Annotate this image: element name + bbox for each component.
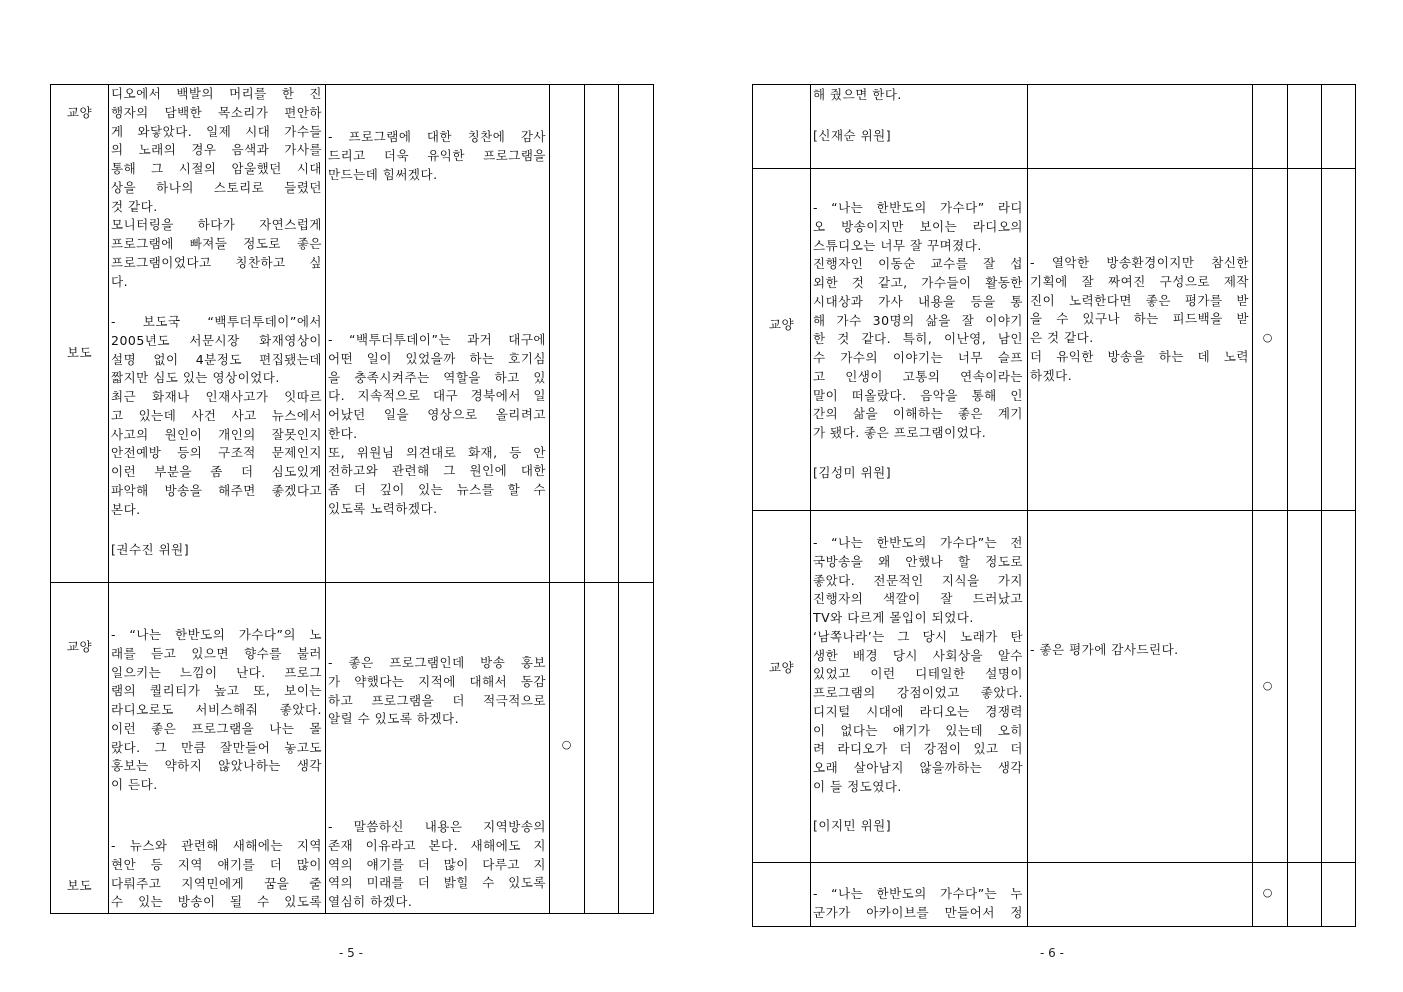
- category-cell: [50, 84, 109, 583]
- text-line: 가 됐다. 좋은 프로그램이었다.: [813, 425, 987, 440]
- text-line: 있도록 노력하겠다.: [328, 500, 438, 516]
- text-line: 가 약했다는 지적에 대해서 동감: [328, 673, 546, 689]
- text-line: ‘남쪽나라’는 그 당시 노래가 탄: [813, 628, 1023, 644]
- text-line: 이 든다.: [111, 777, 158, 792]
- category-cell: [752, 862, 811, 927]
- text-line: 설명 없이 4분정도 편집됐는데: [111, 351, 322, 367]
- text-line: 간의 삶을 이해하는 좋은 계기: [813, 406, 1023, 422]
- text-line: 고 인생이 고통의 연속이라는: [813, 368, 1023, 384]
- text-line: 행자의 담백한 목소리가 편안하: [111, 104, 322, 120]
- category-label: 보도: [66, 878, 93, 893]
- check-cell: [618, 84, 654, 583]
- text-line: 국방송을 왜 안했나 할 정도로: [813, 553, 1023, 569]
- text-line: 하고 프로그램을 더 적극적으로: [328, 692, 546, 708]
- text-line: 생한 배경 당시 사회상을 알수: [813, 647, 1023, 663]
- category-label: 교양: [768, 317, 795, 332]
- category-cell: [752, 168, 811, 511]
- text-line: 모니터링을 하다가 자연스럽게: [111, 217, 322, 233]
- text-line: 려 라디오가 더 강점이 있고 더: [813, 741, 1023, 757]
- text-line: 이 없다는 얘기가 있는데 오히: [813, 722, 1023, 738]
- opinion-text: [111, 313, 322, 519]
- check-cell: [618, 582, 654, 914]
- text-line: 드리고 더욱 유익한 프로그램을: [328, 147, 546, 163]
- check-cell: [1287, 168, 1322, 511]
- opinion-text: [111, 837, 322, 912]
- text-line: 프로그램이었다고 칭찬하고 싶: [111, 254, 322, 270]
- text-line: 말이 떠올랐다. 음악을 통해 인: [813, 387, 1023, 403]
- text-line: 것 같다.: [111, 198, 158, 214]
- member-signature: [813, 464, 1023, 483]
- text-line: - 뉴스와 관련해 새해에는 지역: [111, 838, 322, 853]
- text-line: 알릴 수 있도록 하겠다.: [328, 711, 460, 727]
- opinion-text: [111, 626, 322, 795]
- text-line: 또, 위원님 의견대로 화재, 등 안: [328, 444, 546, 460]
- check-mark: ○: [1262, 886, 1273, 899]
- text-line: 오 방송이지만 보이는 라디오의: [813, 218, 1023, 234]
- text-line: 사고의 원인이 개인의 잘못인지: [111, 426, 322, 442]
- text-line: 역의 미래를 더 밝힐 수 있도록: [328, 875, 546, 891]
- opinion-text: [111, 85, 322, 291]
- text-line: 전하고와 관련해 그 원인에 대한: [328, 463, 546, 479]
- check-cell: [1287, 510, 1322, 863]
- text-line: 진행자인 이동순 교수를 잘 섭: [813, 256, 1023, 272]
- text-line: 외한 것 같고, 가수들이 활동한: [813, 275, 1023, 290]
- check-cell: [1287, 84, 1322, 169]
- text-line: 라디오로도 서비스해줘 좋았다.: [111, 702, 322, 717]
- text-line: 게 와닿았다. 일제 시대 가수들: [111, 123, 322, 139]
- text-line: 존재 이유라고 본다. 새해에도 지: [328, 837, 546, 853]
- text-line: [이지민 위원]: [813, 818, 892, 833]
- text-line: 일으키는 느낌이 난다. 프로그: [111, 664, 322, 680]
- text-line: 시대상과 가사 내용을 등을 통: [813, 293, 1023, 309]
- category-label: 보도: [66, 345, 93, 360]
- text-line: 은 것 같다.: [1030, 330, 1094, 345]
- text-line: 램의 퀄리티가 높고 또, 보이는: [111, 683, 322, 699]
- text-line: 오래 살아남지 않을까하는 생각: [813, 760, 1023, 775]
- opinion-text: [813, 199, 1023, 443]
- check-cell: [1321, 84, 1356, 169]
- text-line: - 좋은 평가에 감사드린다.: [1030, 642, 1179, 657]
- text-line: 다. 지속적으로 대구 경북에서 일: [328, 388, 546, 404]
- opinion-text: [813, 86, 1023, 105]
- text-line: [김성미 위원]: [813, 465, 892, 480]
- text-line: 하겠다.: [1030, 367, 1073, 383]
- text-line: 통해 그 시절의 암울했던 시대: [111, 161, 322, 176]
- text-line: 홍보는 약하지 않았나하는 생각: [111, 758, 322, 774]
- check-mark: ○: [561, 738, 572, 751]
- text-line: 만드는데 힘써겠다.: [328, 166, 438, 182]
- text-line: - “나는 한반도의 가수다”는 전: [813, 535, 1023, 550]
- text-line: TV와 다르게 몰입이 되었다.: [813, 610, 974, 625]
- text-line: 본다.: [111, 501, 141, 517]
- text-line: - 열악한 방송환경이지만 참신한: [1030, 255, 1249, 270]
- text-line: 파악해 방송을 해주면 좋겠다고: [111, 482, 322, 498]
- response-text: [1030, 641, 1249, 660]
- check-cell: [584, 84, 619, 583]
- text-line: [권수진 위원]: [111, 542, 190, 557]
- text-line: 군가가 아카이브를 만들어서 정: [813, 904, 1023, 920]
- category-cell: [50, 582, 109, 914]
- response-text: [328, 818, 546, 912]
- text-line: 현안 등 지역 얘기를 더 많이: [111, 856, 322, 872]
- text-line: 진행자의 색깔이 잘 드러났고: [813, 591, 1023, 607]
- text-line: 해 줬으면 한다.: [813, 87, 902, 102]
- member-signature: [813, 817, 1023, 836]
- text-line: 을 충족시켜주는 역할을 하고 있: [328, 369, 546, 385]
- text-line: 기획에 잘 짜여진 구성으로 제작: [1030, 273, 1249, 289]
- text-line: 열심히 하겠다.: [328, 894, 413, 909]
- text-line: - 보도국 “백투더투데이”에서: [111, 314, 322, 329]
- text-line: - 프로그램에 대한 칭찬에 감사: [328, 129, 546, 144]
- check-cell: [549, 84, 585, 583]
- opinion-text: [813, 534, 1023, 797]
- text-line: 이 들 정도였다.: [813, 778, 902, 794]
- response-text: [328, 128, 546, 184]
- text-line: 이런 좋은 프로그램을 나는 몰: [111, 720, 322, 736]
- check-cell: [1321, 168, 1356, 511]
- check-cell: [1287, 862, 1322, 927]
- category-cell: [752, 510, 811, 863]
- text-line: 의 노래의 경우 음색과 가사를: [111, 142, 322, 158]
- text-line: - “백투더투데이”는 과거 대구에: [328, 332, 546, 347]
- text-line: - 말씀하신 내용은 지역방송의: [328, 819, 546, 834]
- text-line: 프로그램에 빠져들 정도로 좋은: [111, 236, 322, 251]
- page-5: [0, 0, 701, 992]
- text-line: 최근 화재나 인재사고가 잇따르: [111, 389, 322, 404]
- text-line: 래를 듣고 있으면 향수를 불러: [111, 645, 322, 661]
- text-line: 다뤄주고 지역민에게 꿈을 줄: [111, 875, 322, 891]
- text-line: 고 있는데 사건 사고 뉴스에서: [111, 407, 322, 423]
- check-cell: [584, 582, 619, 914]
- text-line: - “나는 한반도의 가수다”는 누: [813, 886, 1023, 901]
- text-line: 디지털 시대에 라디오는 경쟁력: [813, 703, 1023, 719]
- check-mark: ○: [1262, 331, 1273, 344]
- response-cell: [1027, 510, 1253, 863]
- text-line: 해 가수 30명의 삶을 잘 이야기: [813, 312, 1023, 328]
- check-cell: [1321, 510, 1356, 863]
- text-line: [신재순 위원]: [813, 128, 892, 143]
- text-line: 스튜디오는 너무 잘 꾸며졌다.: [813, 237, 982, 253]
- response-text: [328, 654, 546, 729]
- response-cell: [1027, 862, 1253, 927]
- response-text: [1030, 254, 1249, 385]
- text-line: 수 가수의 이야기는 너무 슬프: [813, 350, 1023, 365]
- opinion-text: [813, 885, 1023, 923]
- category-cell: [752, 84, 811, 169]
- text-line: 어떤 일이 있었을까 하는 호기심: [328, 350, 546, 366]
- text-line: 역의 얘기를 더 많이 다루고 지: [328, 856, 546, 872]
- member-signature: [813, 127, 1023, 146]
- check-cell: [1252, 84, 1288, 169]
- text-line: 더 유익한 방송을 하는 데 노력: [1030, 348, 1249, 364]
- page-number: - 6 -: [1040, 946, 1064, 960]
- text-line: 한 것 같다. 특히, 이난영, 남인: [813, 331, 1023, 347]
- text-line: 랐다. 그 만큼 잘만들어 놓고도: [111, 739, 322, 755]
- text-line: 2005년도 서문시장 화재영상이: [111, 332, 322, 348]
- category-label: 교양: [66, 639, 93, 654]
- text-line: 좀 더 깊이 있는 뉴스를 할 수: [328, 482, 546, 497]
- text-line: 짧지만 심도 있는 영상이었다.: [111, 370, 280, 386]
- text-line: 있었고 이런 디테일한 설명이: [813, 666, 1023, 682]
- text-line: 진이 노력한다면 좋은 평가를 받: [1030, 292, 1249, 308]
- response-text: [328, 331, 546, 519]
- text-line: 안전예방 등의 구조적 문제인지: [111, 445, 322, 461]
- category-label: 교양: [66, 105, 93, 120]
- text-line: 수 있는 방송이 될 수 있도록: [111, 894, 322, 910]
- text-line: 상을 하나의 스토리로 들렸던: [111, 179, 322, 195]
- text-line: 이런 부분을 좀 더 심도있게: [111, 464, 322, 479]
- page-number: - 5 -: [339, 946, 363, 960]
- text-line: 프로그램의 강점이었고 좋았다.: [813, 685, 1023, 700]
- text-line: - “나는 한반도의 가수다”의 노: [111, 627, 322, 642]
- text-line: 한다.: [328, 425, 358, 441]
- text-line: 다.: [111, 273, 129, 289]
- text-line: - “나는 한반도의 가수다” 라디: [813, 200, 1023, 215]
- text-line: 을 수 있구나 하는 피드백을 받: [1030, 311, 1249, 327]
- text-line: 좋았다. 전문적인 지식을 가지: [813, 572, 1023, 588]
- text-line: 디오에서 백발의 머리를 한 진: [111, 86, 322, 101]
- page-6: [701, 0, 1403, 992]
- check-mark: ○: [1262, 679, 1273, 692]
- category-label: 교양: [768, 660, 795, 675]
- member-signature: [111, 541, 322, 560]
- text-line: - 좋은 프로그램인데 방송 홍보: [328, 655, 546, 670]
- check-cell: [1321, 862, 1356, 927]
- response-cell: [1027, 84, 1253, 169]
- text-line: 어났던 일을 영상으로 올리려고: [328, 407, 546, 422]
